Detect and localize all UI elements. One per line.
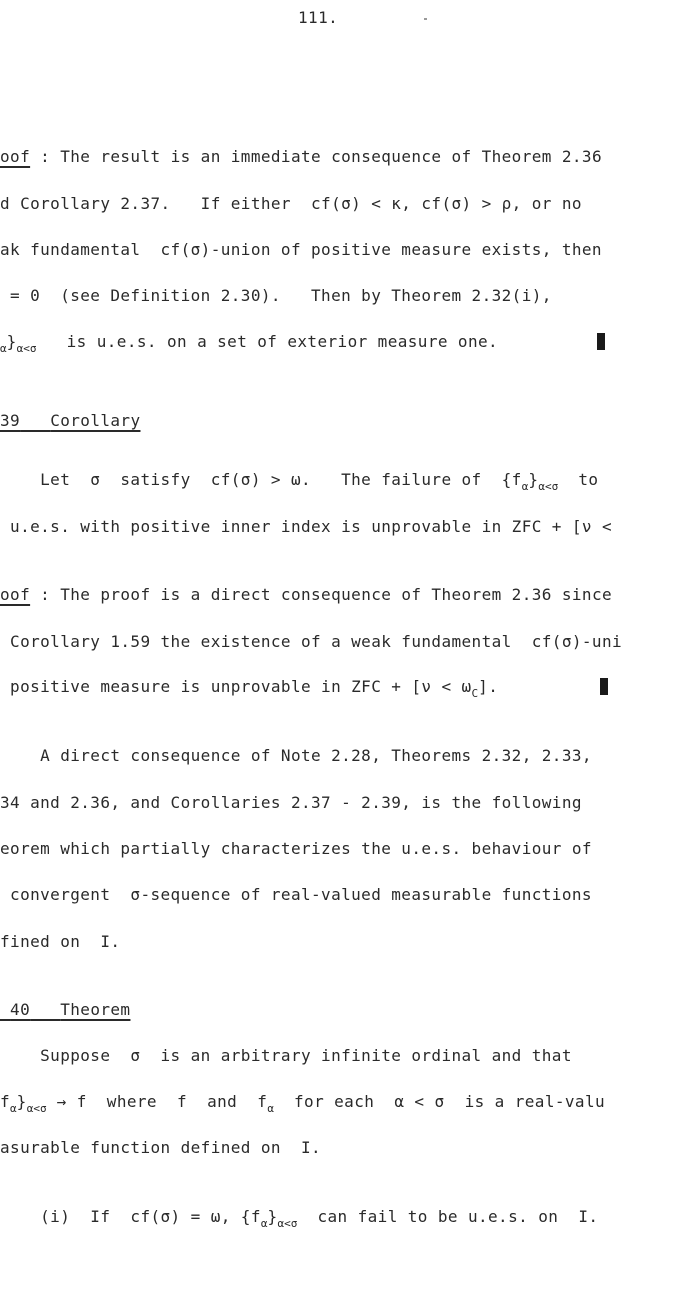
heading-title: Corollary — [50, 411, 141, 430]
subscript: α — [267, 1102, 274, 1115]
theorem-line-3: asurable function defined on I. — [0, 1138, 322, 1157]
paragraph-line-5: fined on I. — [0, 932, 121, 951]
subscript: α — [0, 342, 7, 355]
qed-mark — [600, 678, 608, 695]
proof-1-line-5 — [0, 332, 498, 359]
text: is u.e.s. on a set of exterior measure one. — [36, 332, 499, 351]
subscript: α<σ — [277, 1217, 298, 1230]
text: Let σ satisfy cf(σ) > ω. The failure of {f — [0, 470, 522, 489]
text: : The result is an immediate consequence of Theorem 2.36 — [30, 147, 602, 166]
subscript: α — [10, 1102, 17, 1115]
corollary-heading — [0, 411, 160, 431]
paragraph-line-1: A direct consequence of Note 2.28, Theorems 2.32, 2.33, — [0, 746, 592, 765]
text: } — [16, 1092, 27, 1111]
text: : The proof is a direct consequence of Theorem 2.36 since — [30, 585, 613, 604]
theorem-heading — [0, 1000, 142, 1020]
subscript: α — [260, 1217, 268, 1230]
proof-2-line-1 — [0, 585, 612, 605]
proof-1-line-1 — [0, 147, 602, 167]
theorem-item-i — [0, 1207, 598, 1234]
text: positive measure is unprovable in ZFC + [ν < ω — [0, 677, 472, 696]
subscript: α<σ — [538, 480, 559, 493]
proof-2-line-3 — [0, 677, 498, 704]
proof-heading: oof — [0, 147, 31, 166]
paragraph-line-4: convergent σ-sequence of real-valued measurable functions — [0, 885, 592, 904]
heading-number: 39 — [0, 411, 21, 430]
proof-2-line-2: Corollary 1.59 the existence of a weak fundamental cf(σ)-uni — [0, 632, 623, 651]
corollary-line-1 — [0, 470, 598, 497]
theorem-line-2 — [0, 1092, 605, 1119]
subscript: α<σ — [16, 342, 37, 355]
subscript: α — [521, 480, 529, 493]
text: → f where f and f — [46, 1092, 268, 1111]
text: } — [267, 1207, 278, 1226]
heading-number: 40 — [10, 1000, 31, 1019]
text: to — [558, 470, 599, 489]
paragraph-line-2: 34 and 2.36, and Corollaries 2.37 - 2.39, is the following — [0, 793, 582, 812]
corollary-line-2: u.e.s. with positive inner index is unprovable in ZFC + [ν < — [0, 517, 613, 536]
qed-mark — [597, 333, 605, 350]
proof-1-line-4: = 0 (see Definition 2.30). Then by Theorem 2.32(i), — [0, 286, 552, 305]
paragraph-line-3: eorem which partially characterizes the u.e.s. behaviour of — [0, 839, 592, 858]
text: for each α < σ is a real-valu — [273, 1092, 606, 1111]
page-number: 111. — [298, 8, 339, 27]
proof-1-line-3: ak fundamental cf(σ)-union of positive measure exists, then — [0, 240, 602, 259]
text: ]. — [478, 677, 499, 696]
text: f — [0, 1092, 11, 1111]
heading-title: Theorem — [60, 1000, 131, 1019]
text: can fail to be u.e.s. on I. — [297, 1207, 599, 1226]
subscript: α<σ — [26, 1102, 47, 1115]
theorem-line-1: Suppose σ is an arbitrary infinite ordinal and that — [0, 1046, 572, 1065]
text: } — [528, 470, 539, 489]
proof-1-line-2: d Corollary 2.37. If either cf(σ) < κ, cf(σ) > ρ, or no — [0, 194, 582, 213]
proof-heading: oof — [0, 585, 31, 604]
text: } — [6, 332, 17, 351]
text: (i) If cf(σ) = ω, {f — [0, 1207, 261, 1226]
subscript: C — [471, 687, 479, 700]
scan-speck — [424, 18, 427, 20]
